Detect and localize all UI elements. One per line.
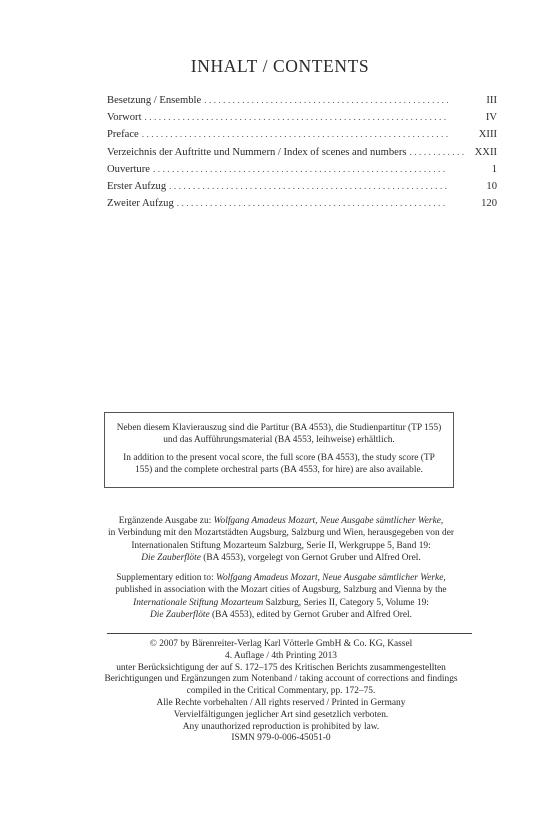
toc-entry[interactable] xyxy=(107,181,497,198)
toc-entry-label: Preface xyxy=(107,129,139,141)
toc-leader-dots xyxy=(409,148,466,158)
supplement-en-lead: Supplementary edition to: xyxy=(116,573,217,583)
printing-line: 4. Auflage / 4th Printing 2013 xyxy=(225,650,337,661)
supplement-en-foundation: Internationale Stiftung Mozarteum xyxy=(133,597,264,608)
toc-entry-label: Zweiter Aufzug xyxy=(107,198,174,210)
toc-leader-dots xyxy=(169,182,448,192)
corrections-line: compiled in the Critical Commentary, pp. 172–75. xyxy=(186,686,376,697)
toc-entry[interactable] xyxy=(107,147,497,164)
toc-leader-dots xyxy=(153,165,448,175)
supplement-de-lead: Ergänzende Ausgabe zu: xyxy=(118,516,214,526)
supplement-de-line3: Internationalen Stiftung Mozarteum Salzburg, Serie II, Werkgruppe 5, Band 19: xyxy=(131,540,431,551)
supplement-en-opera: Die Zauberflöte xyxy=(150,609,210,620)
toc-entry-page: 1 xyxy=(491,163,497,175)
toc-entry[interactable] xyxy=(107,198,497,215)
rights-line: Alle Rechte vorbehalten / All rights reserved / Printed in Germany xyxy=(156,697,406,708)
copyright-line: © 2007 by Bärenreiter-Verlag Karl Vötterle GmbH & Co. KG, Kassel xyxy=(149,639,413,649)
supplement-de-opera: Die Zauberflöte xyxy=(141,552,201,563)
toc-leader-dots xyxy=(204,96,448,106)
supplement-note-de xyxy=(95,515,467,564)
copyright-block xyxy=(95,639,467,745)
table-of-contents xyxy=(107,95,497,215)
toc-leader-dots xyxy=(177,199,448,209)
toc-entry[interactable] xyxy=(107,112,497,129)
toc-entry-label: Ouverture xyxy=(107,163,150,175)
rights-line: Any unauthorized reproduction is prohibited by law. xyxy=(182,721,380,732)
corrections-line: Berichtigungen und Ergänzungen zum Notenband / taking account of corrections and findings xyxy=(104,674,458,685)
supplement-en-line2: published in association with the Mozart cities of Augsburg, Salzburg and Vienna by the xyxy=(115,585,447,596)
toc-entry-page: 10 xyxy=(486,180,497,192)
availability-notice-en: In addition to the present vocal score, the full score (BA 4553), the study score (TP 155) and the complete orchestral parts (BA 4553, for hire) are also available. xyxy=(123,452,435,475)
supplement-en-work: Wolfgang Amadeus Mozart, Neue Ausgabe sämtlicher Werke, xyxy=(216,573,446,583)
toc-entry-page: IV xyxy=(485,112,497,124)
toc-entry-page: XIII xyxy=(478,129,497,141)
toc-entry-label: Verzeichnis der Auftritte und Nummern / Index of scenes and numbers xyxy=(107,146,407,158)
supplement-note-en xyxy=(95,572,467,621)
toc-entry[interactable] xyxy=(107,95,497,112)
toc-entry[interactable] xyxy=(107,164,497,181)
toc-entry-page: XXII xyxy=(474,146,497,158)
availability-notice-box xyxy=(104,412,454,488)
corrections-line: unter Berücksichtigung der auf S. 172–175 des Kritischen Berichts zusammengestellten xyxy=(116,662,446,673)
toc-entry[interactable] xyxy=(107,129,497,146)
toc-entry-page: III xyxy=(486,95,497,106)
supplement-de-work: Wolfgang Amadeus Mozart, Neue Ausgabe sämtlicher Werke, xyxy=(213,516,444,526)
toc-leader-dots xyxy=(145,113,448,123)
divider-line xyxy=(107,633,472,634)
supplement-en-line3: Salzburg, Series II, Category 5, Volume 19: xyxy=(263,597,429,608)
toc-entry-page: 120 xyxy=(481,198,497,210)
toc-entry-label: Besetzung / Ensemble xyxy=(107,95,202,106)
rights-line: Vervielfältigungen jeglicher Art sind gesetzlich verboten. xyxy=(173,709,389,720)
supplement-de-tail: (BA 4553), vorgelegt von Gernot Gruber und Alfred Orel. xyxy=(200,552,421,563)
page-title: INHALT / CONTENTS xyxy=(190,56,370,76)
toc-entry-label: Erster Aufzug xyxy=(107,180,167,192)
ismn-line: ISMN 979-0-006-45051-0 xyxy=(231,733,331,744)
toc-entry-label: Vorwort xyxy=(107,112,142,124)
toc-leader-dots xyxy=(142,130,448,140)
supplement-en-tail: (BA 4553), edited by Gernot Gruber and Alfred Orel. xyxy=(209,609,412,620)
supplement-de-line2: in Verbindung mit den Mozartstädten Augsburg, Salzburg und Wien, herausgegeben von der xyxy=(108,528,454,539)
availability-notice-de: Neben diesem Klavierauszug sind die Partitur (BA 4553), die Studienpartitur (TP 155) und das Aufführungsmaterial (BA 4553, leihweise) erhältlich. xyxy=(116,423,442,446)
